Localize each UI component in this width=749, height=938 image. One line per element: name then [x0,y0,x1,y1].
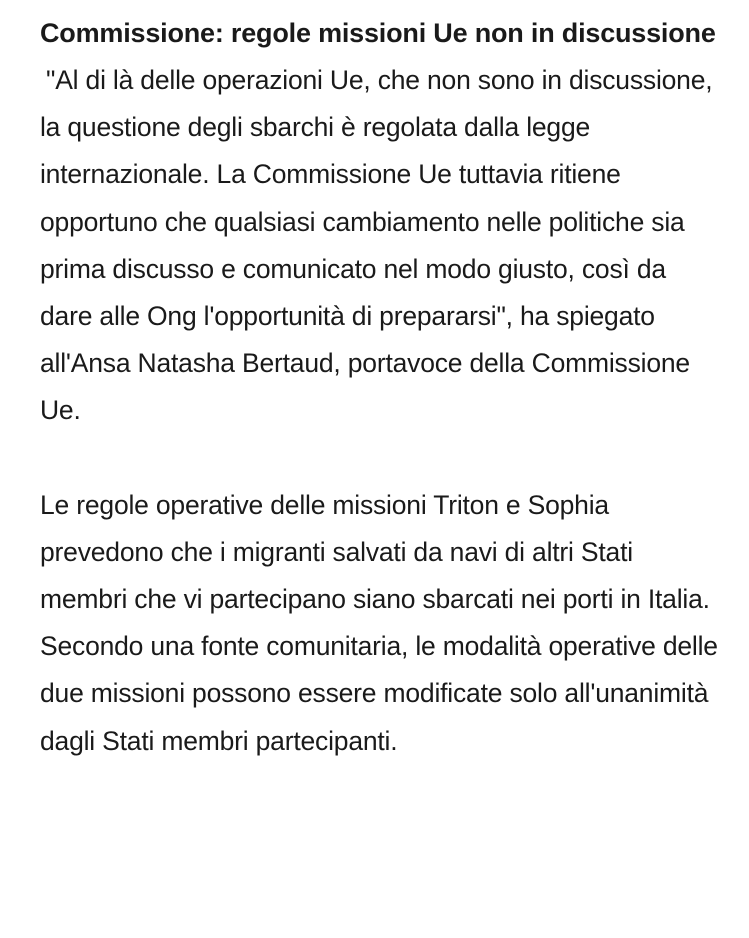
paragraph-spacer [40,435,720,482]
article-paragraph-quote: "Al di là delle operazioni Ue, che non sono in discussione, la questione degli sbarchi è regolata dalla legge internazionale. La Commissione Ue tuttavia ritiene opportuno che qualsiasi cambiamento nelle politiche sia prima discusso e comunicato nel modo giusto, così da dare alle Ong l'opportunità di prepararsi", ha spiegato all'Ansa Natasha Bertaud, portavoce della Commissione Ue. [40,65,713,426]
article-headline: Commissione: regole missioni Ue non in discussione [40,18,716,48]
article-paragraph-missions: Le regole operative delle missioni Triton e Sophia prevedono che i migranti salvati da navi di altri Stati membri che vi partecipano siano sbarcati nei porti in Italia. Secondo una fonte comunitaria, le modalità operative delle due missioni possono essere modificate solo all'unanimità dagli Stati membri partecipanti. [40,489,718,756]
article [40,10,720,765]
